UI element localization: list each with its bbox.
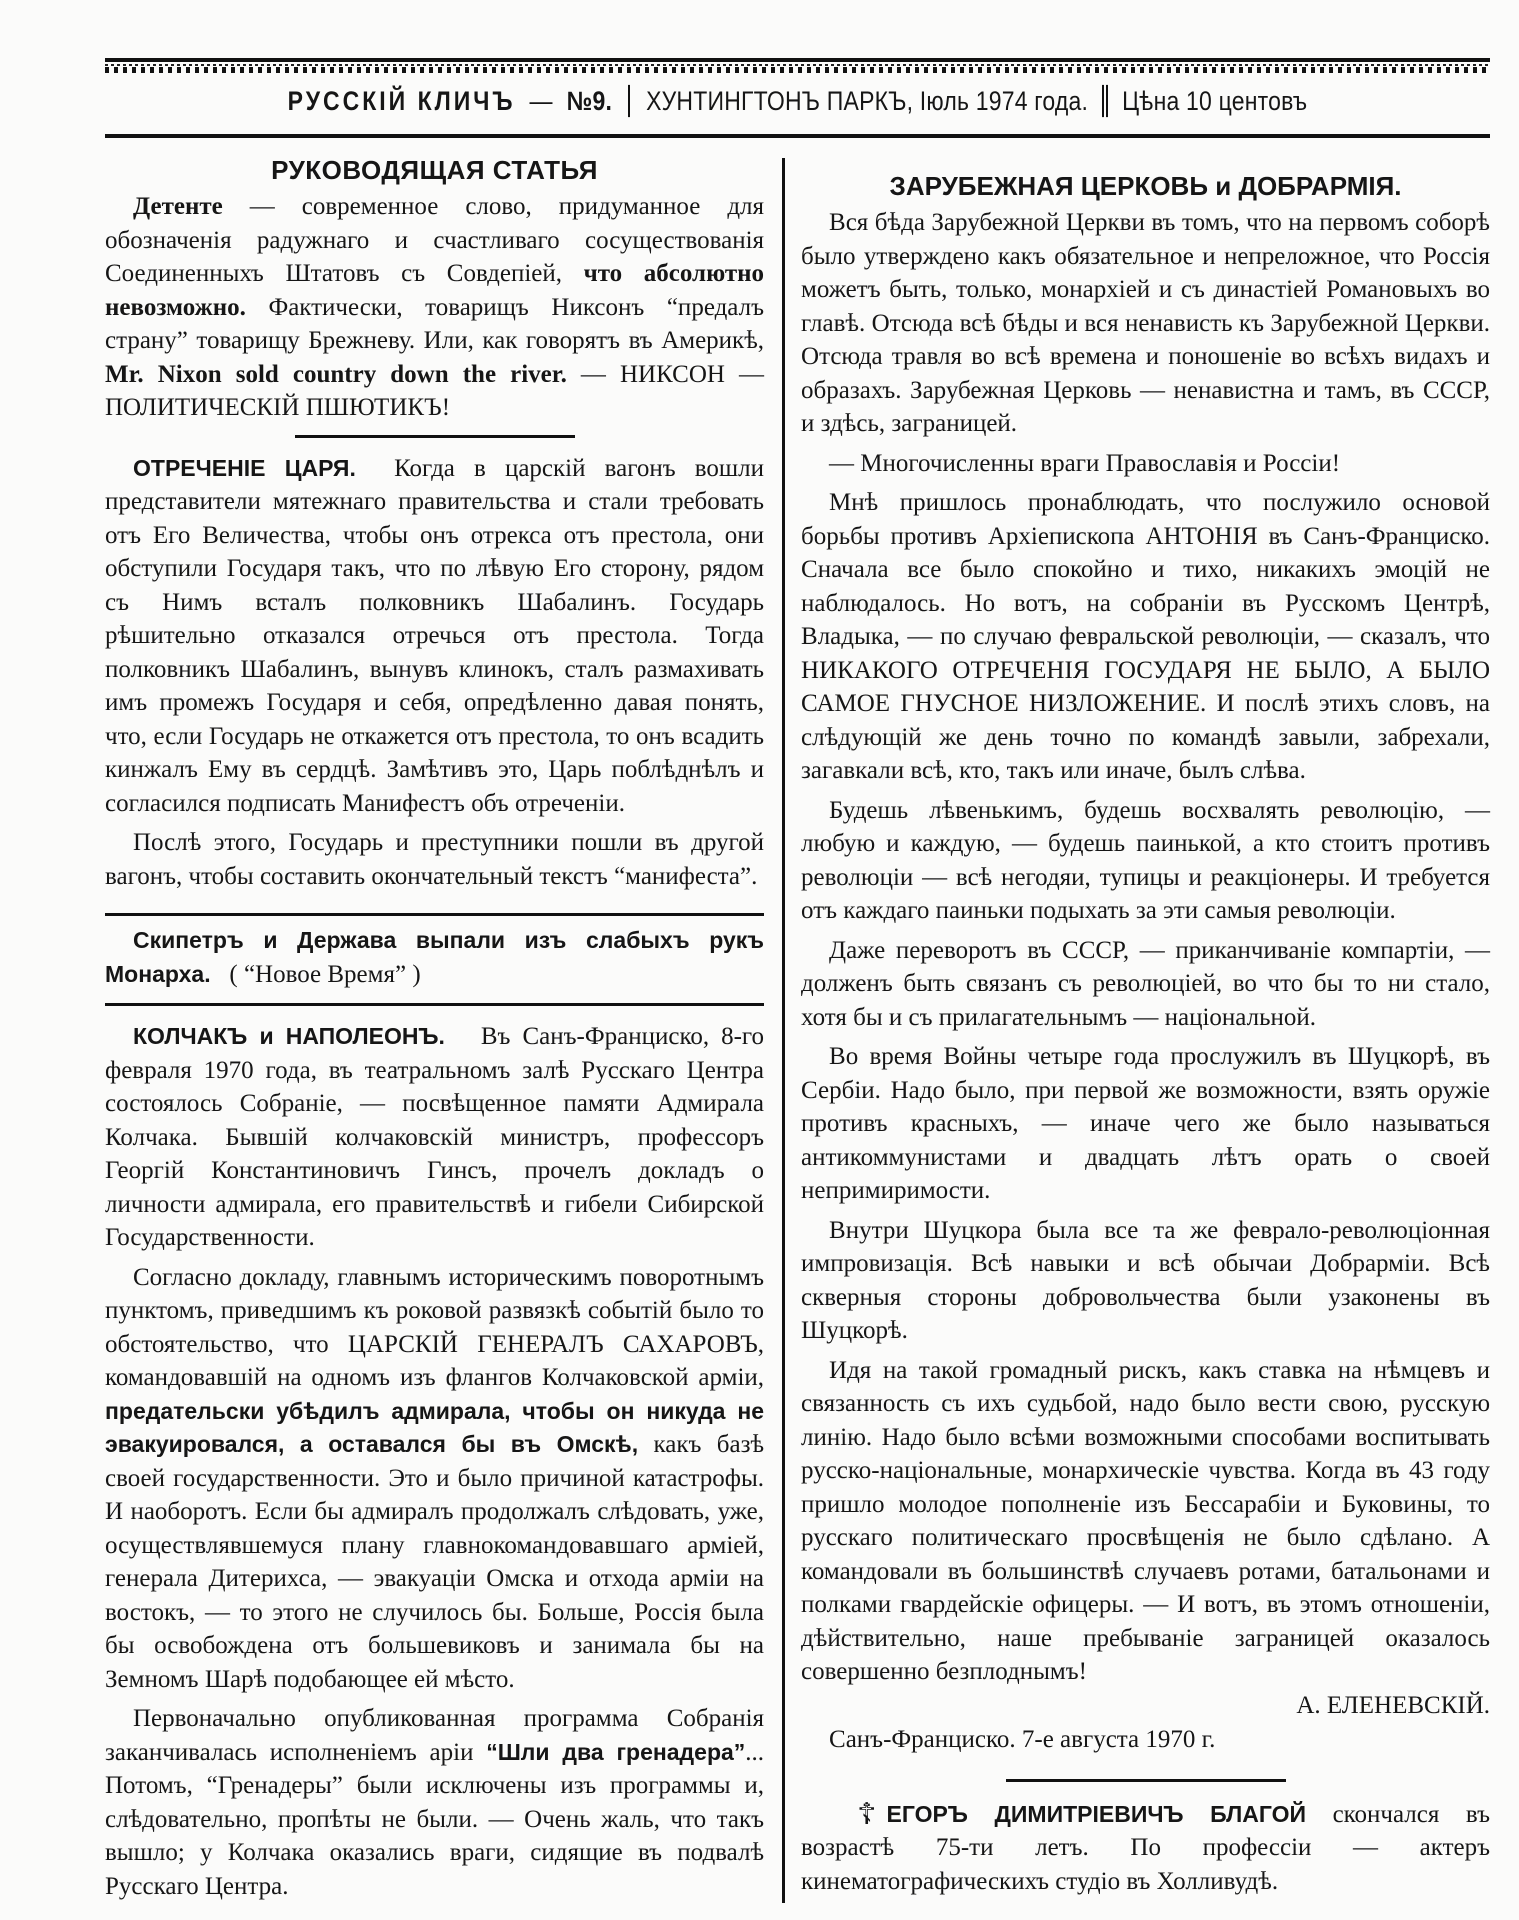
newspaper-page [105,58,1490,1903]
section-divider [295,435,575,438]
kolchak-aria-title: “Шли два гренадера” [486,1738,746,1765]
editorial-bold-2: что абсолютно невозможно. [105,260,765,321]
obituary-body: скончался въ возрастѣ 75-ти летъ. По профессіи — актеръ кинематографическихъ студiо въ Холливудѣ. [801,1800,1491,1895]
kolchak-para-2 [105,1261,764,1697]
masthead-separator [628,85,630,117]
abdication-heading: ОТРЕЧЕНIЕ ЦАРЯ. [133,454,356,481]
church-para: Мнѣ пришлось пронаблюдать, что послужило основой борьбы противъ Архіепископа АНТОНIЯ въ Санъ-Франциско. Сначала все было спокойно и тихо, никакихъ эмоцій не наблюдалось. Но вотъ, на собраніи въ Русскомъ Центрѣ, Владыка, — по случаю февральской революціи, — сказалъ, что НИКАКОГО ОТРЕЧЕНIЯ ГОСУДАРЯ НЕ БЫЛО, А БЫЛО САМОЕ ГНУСНОЕ НИЗЛОЖЕНИЕ. И послѣ этихъ словъ, на слѣдующій же день точно по командѣ завыли, забрехали, загавкали всѣ, кто, такъ или иначе, былъ слѣва. [801,489,1491,784]
quote-top-rule [105,913,764,916]
left-column [105,148,782,1903]
editorial-text-2: Фактически, товарищъ Никсонъ “предалъ страну” товарищу Брежневу. Или, как говорятъ въ Америкѣ, [105,293,765,354]
article-dateline: Санъ-Франциско. 7-е августа 1970 г. [829,1725,1216,1753]
newspaper-title: РУССКIЙ КЛИЧЪ [287,85,516,116]
church-para: Внутри Шуцкора была все та же февралo-революціонная импровизація. Всѣ навыки и всѣ обычаи Добрарміи. Всѣ скверныя стороны добровольчества были узаконены въ Шуцкорѣ. [801,1216,1491,1344]
kolchak-text-1: Въ Санъ-Франциско, 8-го февраля 1970 года, въ театральномъ залѣ Русскаго Центра состоялось Собраніе, — посвѣщенное памяти Адмирала Колчака. Бывшій колчаковскій министръ, профессоръ Георгій Константиновичъ Гинсъ, прочелъ докладъ о личности адмирала, его правительствѣ и гибели Сибирской Государственности. [105,1023,765,1251]
quote-bottom-rule [105,1003,764,1006]
abdication-para-2: Послѣ этого, Государь и преступники пошли въ другой вагонъ, чтобы составить окончательный текстъ “манифеста”. [105,829,765,890]
issue-number: №9. [566,85,613,116]
kolchak-bold: предательски убѣдилъ адмирала, чтобы он никуда не эвакуировался, а оставался бы въ Омскѣ, [105,1397,765,1457]
masthead [105,68,1490,135]
place-date: ХУНТИНГТОНЪ ПАРКЪ, Iюль 1974 года. [646,85,1089,116]
kolchak-text-2b: какъ базѣ своей государственности. Это и было причиной катастрофы. И наоборотъ. Если бы адмиралъ продолжалъ слѣдовать, уже, осуществлявшемуся плану главнокомандовавшаго арміей, генерала Дитерихса, — эвакуаціи Омска и отхода арміи на востокъ, — то этого не случилось бы. Больше, Россія была бы освобождена отъ большевиковъ и занимала бы на Земномъ Шарѣ подобающее ей мѣсто. [105,1431,765,1693]
church-para: Вся бѣда Зарубежной Церкви въ томъ, что на первомъ соборѣ было утверждено какъ обязательное и непреложное, что Россія можетъ быть, только, монархіей и съ династіей Романовыхъ во главѣ. Отсюда всѣ бѣды и вся ненависть къ Зарубежной Церкви. Отсюда травля во всѣ времена и поношеніе во всѣхъ видахъ и образахъ. Зарубежная Церковь — ненавистна и тамъ, въ СССР, и здѣсь, заграницей. [801,209,1491,437]
church-para: Даже переворотъ въ СССР, — приканчиваніе компартіи, — долженъ быть связанъ съ революціей, во что бы то ни стало, хотя бы и съ прилагательнымъ — національной. [801,936,1491,1031]
abdication-article [105,452,764,894]
church-heading: ЗАРУБЕЖНАЯ ЦЕРКОВЬ и ДОБРАРМIЯ. [889,171,1402,201]
kolchak-para-1 [105,1020,764,1255]
editorial-text-3: — НИКСОН — ПОЛИТИЧЕСКIЙ ПШЮТИКЪ! [105,360,765,421]
masthead-dash: — [529,85,553,116]
editorial-text-1: — современное слово, придуманное для обозначенія радужнаго и счастливаго сосуществованія Соединенныхъ Штатовъ съ Совдепіей, [105,193,765,287]
editorial-body [105,190,764,425]
orthodox-cross-icon: ☦ [857,1797,877,1831]
church-article [801,166,1490,1757]
editorial-english-quote: Mr. Nixon sold country down the river. [105,360,567,388]
kolchak-heading: КОЛЧАКЪ и НАПОЛЕОНЪ. [133,1023,445,1049]
church-para: Во время Войны четыре года прослужилъ въ Шуцкорѣ, въ Сербіи. Надо было, при первой же возможности, взять оружіе противъ красныхъ, — иначе чего же было называться антикоммунистами и двадцать лѣтъ орать о своей непримиримости. [801,1043,1491,1204]
editorial-lead: Детенте [133,193,223,220]
obituary [801,1798,1490,1899]
editorial-article [105,150,764,425]
masthead-bottom-rule [105,134,1490,138]
masthead-double-separator [1102,85,1108,117]
kolchak-text-3a: Первоначально опубликованная программа Собранія заканчивалась исполненіемъ аріи [105,1705,765,1766]
abdication-para-1 [105,452,764,821]
church-para: — Многочисленны враги Православія и Россіи! [829,449,1341,477]
price: Цѣна 10 центовъ [1122,85,1308,116]
obituary-text [801,1798,1490,1899]
abdication-text-1: Когда в царскій вагонъ вошли представители мятежнаго правительства и стали требовать отъ Его Величества, чтобы онъ отрекса отъ престола, они обступили Государя такъ, что по лѣвую Его сторону, рядом съ Нимъ всталъ полковникъ Шабалинъ. Государь рѣшительно отказался отречься отъ престола. Тогда полковникъ Шабалинъ, вынувъ клинокъ, сталъ размахивать имъ промежъ Государя и себя, опредѣленно давая понять, что, если Государь не откажется отъ престола, то онъ всадить кинжалъ Ему въ сердцѣ. Замѣтивъ это, Царь поблѣднѣлъ и согласился подписать Манифестъ объ отреченіи. [105,454,765,817]
kolchak-text-2a: Согласно докладу, главнымъ историческимъ поворотнымъ пунктомъ, приведшимъ къ роковой развязкѣ событій было то обстоятельство, что ЦАРСКIЙ ГЕНЕРАЛЪ САХАРОВЪ, командовавшій на одномъ изъ флангов Колчаковской арміи, [105,1263,765,1391]
obituary-divider [1006,1779,1286,1782]
church-para: Идя на такой громадный рискъ, какъ ставка на нѣмцевъ и связанность съ ихъ судьбой, надо было вести свою, русскую линію. Надо было всѣми возможными способами воспитывать русско-національные, монархическіе чувства. Когда въ 43 году пришло молодое пополненіе изъ Бессарабіи и Буковины, то русскаго политическаго просвѣщенія не было сдѣлано. А командовали въ большинствѣ случаевъ ротами, батальонами и полками гвардейскіе офицеры. — И вотъ, въ этомъ отношеніи, дѣйствительно, наше пребываніе заграницей оказалось совершенно безплоднымъ! [801,1356,1491,1685]
author-signature: А. ЕЛЕНЕВСКIЙ. [1296,1691,1491,1719]
columns [105,148,1490,1903]
church-para: Будешь лѣвенькимъ, будешь восхвалять революцію, — любую и каждую, — будешь паинькой, а кто стоитъ противъ революціи — всѣ негодяи, тупицы и реакціонеры. И требуется отъ каждаго паиньки подыхать за эти самыя революціи. [801,796,1491,924]
kolchak-article [105,1020,764,1903]
quote-text: Скипетръ и Держава выпали изъ слабыхъ рукъ Монарха. [105,927,765,987]
kolchak-text-3b: ... Потомъ, “Гренадеры” были исключены изъ программы и, слѣдовательно, пропѣты не были. — Очень жаль, что такъ вышло; у Колчака оказались враги, сидящие въ подвалѣ Русскаго Центра. [105,1738,765,1900]
editorial-heading: РУКОВОДЯЩАЯ СТАТЬЯ [271,155,598,185]
quote-source: ( “Новое Время” ) [229,960,421,988]
scepter-quote [105,924,764,991]
right-column [785,148,1490,1903]
kolchak-para-3 [105,1702,764,1903]
obituary-name: ЕГОРЪ ДИМИТРIЕВИЧЪ БЛАГОЙ [886,1800,1307,1827]
